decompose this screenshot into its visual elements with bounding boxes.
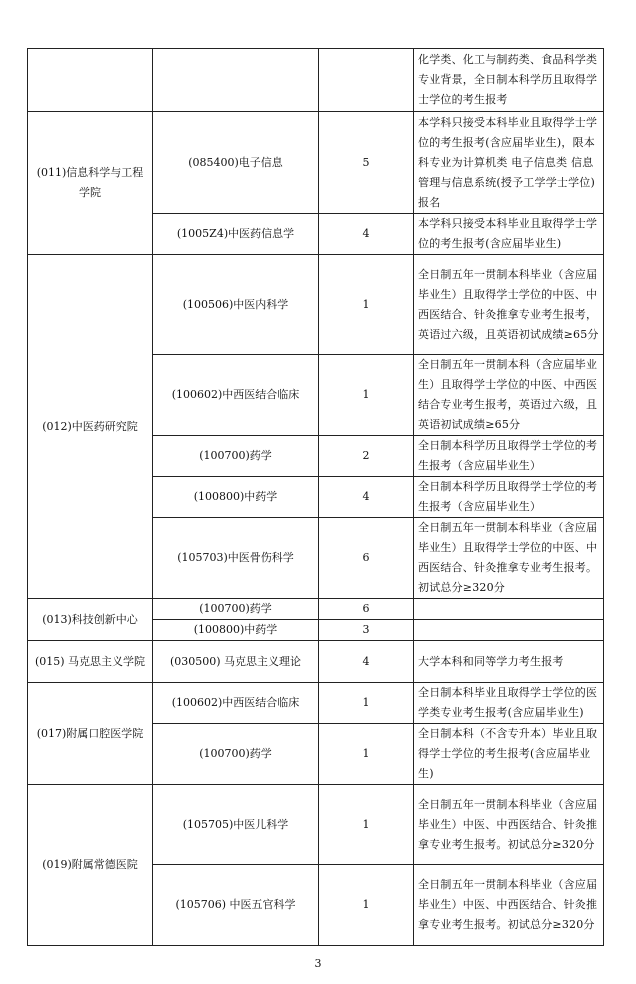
dept-cell: (011)信息科学与工程学院 <box>28 112 153 255</box>
requirement-cell: 本学科只接受本科毕业且取得学士学位的考生报考(含应届毕业生) <box>414 214 604 255</box>
table-row <box>28 112 604 214</box>
table-row <box>28 49 604 112</box>
quota-cell: 1 <box>319 785 414 865</box>
major-cell: (100506)中医内科学 <box>153 255 319 355</box>
admission-table <box>27 48 604 946</box>
quota-cell: 4 <box>319 477 414 518</box>
requirement-cell: 全日制本科毕业且取得学士学位的医学类专业考生报考(含应届毕业生) <box>414 683 604 724</box>
dept-cell: (019)附属常德医院 <box>28 785 153 946</box>
dept-cell: (017)附属口腔医学院 <box>28 683 153 785</box>
requirement-cell: 全日制本科（不含专升本）毕业且取得学士学位的考生报考(含应届毕业生) <box>414 724 604 785</box>
dept-cell: (013)科技创新中心 <box>28 599 153 641</box>
major-cell: (105703)中医骨伤科学 <box>153 518 319 599</box>
quota-cell: 3 <box>319 620 414 641</box>
quota-cell: 4 <box>319 214 414 255</box>
dept-cell: (015) 马克思主义学院 <box>28 641 153 683</box>
table-row <box>28 599 604 620</box>
quota-cell: 1 <box>319 255 414 355</box>
major-cell: (100700)药学 <box>153 724 319 785</box>
requirement-cell: 化学类、化工与制药类、食品科学类专业背景，全日制本科学历且取得学士学位的考生报考 <box>414 49 604 112</box>
requirement-cell: 全日制五年一贯制本科毕业（含应届毕业生）且取得学士学位的中医、中西医结合、针灸推拿专业考生报考。初试总分≥320分 <box>414 518 604 599</box>
table-row <box>28 785 604 865</box>
quota-cell: 1 <box>319 724 414 785</box>
requirement-cell: 大学本科和同等学力考生报考 <box>414 641 604 683</box>
major-cell: (100800)中药学 <box>153 477 319 518</box>
quota-cell: 6 <box>319 518 414 599</box>
requirement-cell <box>414 599 604 620</box>
quota-cell: 1 <box>319 865 414 946</box>
table-row <box>28 641 604 683</box>
requirement-cell: 全日制五年一贯制本科（含应届毕业生）且取得学士学位的中医、中西医结合专业考生报考，英语过六级，且英语初试成绩≥65分 <box>414 355 604 436</box>
dept-cell <box>28 49 153 112</box>
major-cell: (085400)电子信息 <box>153 112 319 214</box>
dept-cell: (012)中医药研究院 <box>28 255 153 599</box>
quota-cell: 1 <box>319 355 414 436</box>
requirement-cell: 全日制本科学历且取得学士学位的考生报考（含应届毕业生） <box>414 436 604 477</box>
major-cell: (100800)中药学 <box>153 620 319 641</box>
quota-cell: 1 <box>319 683 414 724</box>
major-cell: (105705)中医儿科学 <box>153 785 319 865</box>
quota-cell: 4 <box>319 641 414 683</box>
major-cell: (100700)药学 <box>153 599 319 620</box>
table-row <box>28 255 604 355</box>
requirement-cell: 全日制五年一贯制本科毕业（含应届毕业生）且取得学士学位的中医、中西医结合、针灸推拿专业考生报考，英语过六级，且英语初试成绩≥65分 <box>414 255 604 355</box>
requirement-cell: 全日制五年一贯制本科毕业（含应届毕业生）中医、中西医结合、针灸推拿专业考生报考。初试总分≥320分 <box>414 785 604 865</box>
major-cell: (100700)药学 <box>153 436 319 477</box>
major-cell: (030500) 马克思主义理论 <box>153 641 319 683</box>
major-cell: (100602)中西医结合临床 <box>153 355 319 436</box>
major-cell <box>153 49 319 112</box>
major-cell: (1005Z4)中医药信息学 <box>153 214 319 255</box>
page-number: 3 <box>314 957 322 970</box>
quota-cell: 2 <box>319 436 414 477</box>
major-cell: (105706) 中医五官科学 <box>153 865 319 946</box>
requirement-cell: 本学科只接受本科毕业且取得学士学位的考生报考(含应届毕业生)，限本科专业为计算机类 电子信息类 信息管理与信息系统(授予工学学士学位)报名 <box>414 112 604 214</box>
major-cell: (100602)中西医结合临床 <box>153 683 319 724</box>
requirement-cell: 全日制五年一贯制本科毕业（含应届毕业生）中医、中西医结合、针灸推拿专业考生报考。初试总分≥320分 <box>414 865 604 946</box>
quota-cell <box>319 49 414 112</box>
requirement-cell <box>414 620 604 641</box>
table-row <box>28 683 604 724</box>
quota-cell: 6 <box>319 599 414 620</box>
quota-cell: 5 <box>319 112 414 214</box>
requirement-cell: 全日制本科学历且取得学士学位的考生报考（含应届毕业生） <box>414 477 604 518</box>
